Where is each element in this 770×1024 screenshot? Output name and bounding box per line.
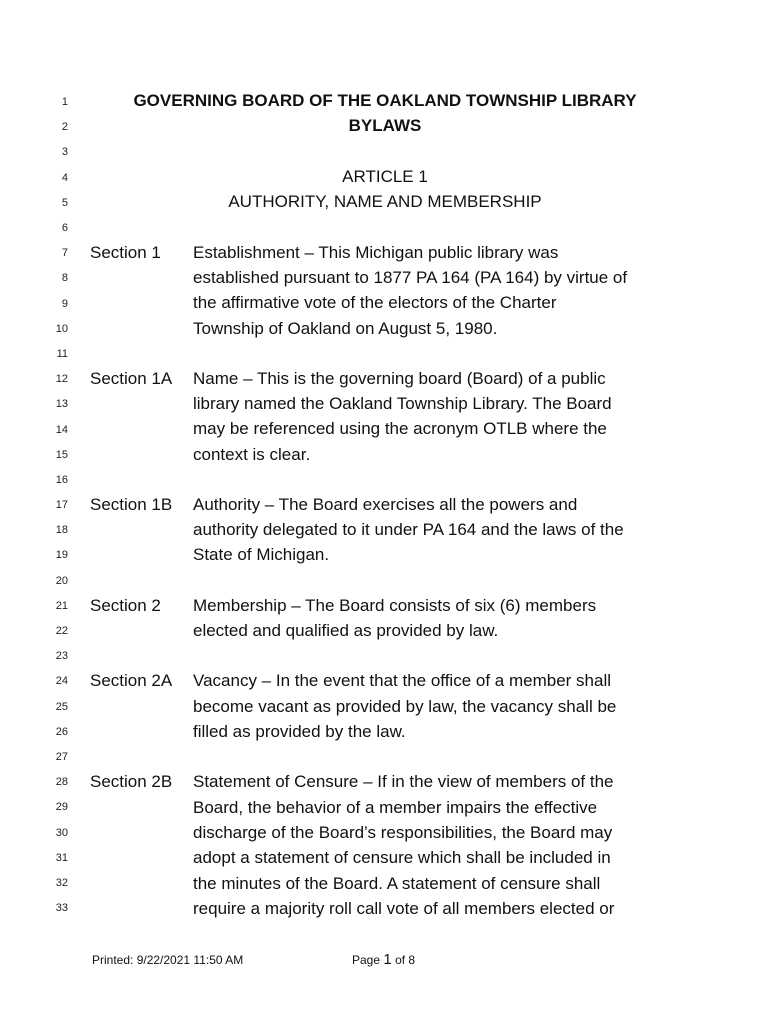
- line-number: 31: [55, 852, 68, 864]
- line-number: 19: [55, 549, 68, 561]
- line-number: 10: [55, 323, 68, 335]
- line-number: 3: [61, 146, 68, 158]
- section-text-line: require a majority roll call vote of all members elected or: [193, 899, 615, 918]
- line-number: 15: [55, 449, 68, 461]
- section-text-line: Membership – The Board consists of six (6) members: [193, 596, 597, 615]
- section-label: Section 2: [90, 596, 161, 615]
- line-number: 21: [55, 600, 68, 612]
- line-number: 14: [55, 424, 68, 436]
- section-text-line: Establishment – This Michigan public library was: [193, 243, 559, 262]
- line-number: 28: [55, 776, 68, 788]
- section-label: Section 1: [90, 243, 161, 262]
- section-text-line: discharge of the Board’s responsibilities, the Board may: [193, 823, 613, 842]
- line-number: 29: [55, 801, 68, 813]
- section-text-line: Statement of Censure – If in the view of members of the: [193, 772, 614, 791]
- line-number: 9: [61, 298, 68, 310]
- section-text-line: become vacant as provided by law, the vacancy shall be: [193, 697, 617, 716]
- line-number: 32: [55, 877, 68, 889]
- line-number: 4: [61, 172, 68, 184]
- line-number: 24: [55, 675, 68, 687]
- section-text-line: Authority – The Board exercises all the powers and: [193, 495, 578, 514]
- section-text-line: filled as provided by the law.: [193, 722, 406, 741]
- section-text-line: library named the Oakland Township Library. The Board: [193, 394, 612, 413]
- line-number: 25: [55, 701, 68, 713]
- section-label: Section 1B: [90, 495, 173, 514]
- section-text-line: may be referenced using the acronym OTLB where the: [193, 419, 607, 438]
- page-prefix: Page: [352, 953, 381, 967]
- section-text-line: adopt a statement of censure which shall be included in: [193, 848, 611, 867]
- section-text-line: Vacancy – In the event that the office of a member shall: [193, 671, 612, 690]
- printed-timestamp: Printed: 9/22/2021 11:50 AM: [92, 953, 244, 967]
- line-number: 20: [55, 575, 68, 587]
- section-text-line: Board, the behavior of a member impairs the effective: [193, 798, 598, 817]
- page-total: of 8: [395, 953, 416, 967]
- line-number: 23: [55, 650, 68, 662]
- section-text-line: State of Michigan.: [193, 545, 330, 564]
- line-number: 33: [55, 902, 68, 914]
- article-number: ARTICLE 1: [342, 167, 428, 186]
- line-number: 6: [61, 222, 68, 234]
- line-number: 18: [55, 524, 68, 536]
- line-number: 7: [61, 247, 68, 259]
- section-text-line: the affirmative vote of the electors of the Charter: [193, 293, 557, 312]
- line-number: 16: [55, 474, 68, 486]
- line-number: 26: [55, 726, 68, 738]
- section-text-line: elected and qualified as provided by law.: [193, 621, 499, 640]
- line-number: 22: [55, 625, 68, 637]
- line-number: 11: [56, 348, 68, 360]
- line-number: 13: [55, 398, 68, 410]
- section-label: Section 2B: [90, 772, 173, 791]
- section-text-line: the minutes of the Board. A statement of censure shall: [193, 874, 601, 893]
- line-number: 1: [61, 96, 68, 108]
- page-indicator: [352, 952, 415, 968]
- section-text-line: Name – This is the governing board (Board) of a public: [193, 369, 606, 388]
- section-label: Section 2A: [90, 671, 173, 690]
- line-number: 17: [55, 499, 68, 511]
- line-number: 27: [55, 751, 68, 763]
- line-number: 30: [55, 827, 68, 839]
- line-number: 2: [61, 121, 68, 133]
- document-title: GOVERNING BOARD OF THE OAKLAND TOWNSHIP LIBRARY: [133, 91, 637, 110]
- line-number: 12: [55, 373, 68, 385]
- line-number: 5: [61, 197, 68, 209]
- document-subtitle: BYLAWS: [348, 116, 422, 135]
- section-text-line: established pursuant to 1877 PA 164 (PA 164) by virtue of: [193, 268, 628, 287]
- section-text-line: authority delegated to it under PA 164 and the laws of the: [193, 520, 624, 539]
- article-title: AUTHORITY, NAME AND MEMBERSHIP: [228, 192, 542, 211]
- line-number: 8: [61, 272, 68, 284]
- section-label: Section 1A: [90, 369, 173, 388]
- section-text-line: context is clear.: [193, 445, 311, 464]
- section-text-line: Township of Oakland on August 5, 1980.: [193, 319, 498, 338]
- page-current: 1: [383, 951, 392, 968]
